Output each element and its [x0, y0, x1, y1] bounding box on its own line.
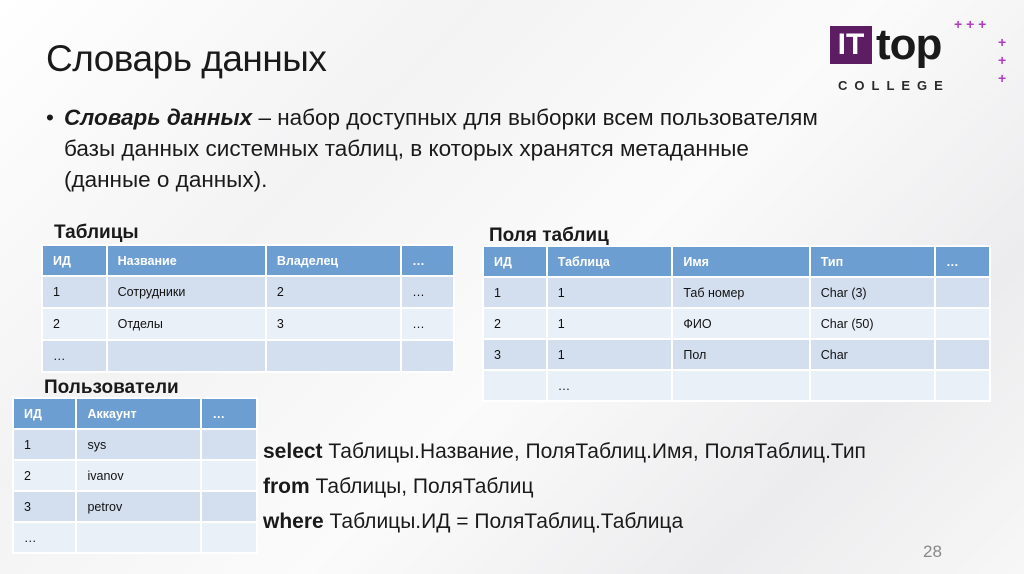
- table-row: [483, 277, 990, 308]
- page-number: 28: [923, 542, 942, 561]
- column-header: …: [935, 246, 990, 277]
- table-cell: petrov: [76, 491, 201, 522]
- table-cell: [266, 340, 401, 372]
- table-cell: Отделы: [107, 308, 266, 340]
- column-header: Тип: [810, 246, 935, 277]
- logo-top-text: top: [876, 20, 942, 69]
- tables-table: [41, 244, 455, 373]
- logo-it-box: IT: [830, 26, 872, 64]
- definition-text: – набор доступных для выборки всем пользователям базы данных системных таблиц, в которых хранятся метаданные (данные о данных).: [64, 105, 818, 192]
- definition-term: Словарь данных: [64, 105, 253, 130]
- table-cell: [935, 308, 990, 339]
- table-row: [13, 491, 257, 522]
- column-header: …: [401, 245, 454, 276]
- sql-from-keyword: from: [263, 475, 310, 498]
- table-cell: [201, 460, 257, 491]
- sql-select-line: [263, 434, 866, 469]
- table-cell: Char (3): [810, 277, 935, 308]
- sql-select-columns: Таблицы.Название, ПоляТаблиц.Имя, ПоляТаблиц.Тип: [322, 440, 866, 463]
- table-cell: …: [401, 276, 454, 308]
- table-cell: [810, 370, 935, 401]
- column-header: Имя: [672, 246, 809, 277]
- table-cell: 2: [42, 308, 107, 340]
- table-cell: ФИО: [672, 308, 809, 339]
- plus-icon: +: [998, 34, 1007, 50]
- sql-from-tables: Таблицы, ПоляТаблиц: [309, 475, 534, 498]
- table-cell: 2: [266, 276, 401, 308]
- table-cell: …: [13, 522, 76, 553]
- table-row: [13, 460, 257, 491]
- table-row: [42, 276, 454, 308]
- plus-icon: +: [998, 52, 1007, 68]
- table-row: [42, 340, 454, 372]
- table-row: [13, 522, 257, 553]
- sql-query: [263, 434, 866, 539]
- table-row: [42, 308, 454, 340]
- sql-where-line: [263, 504, 866, 539]
- column-header: Название: [107, 245, 266, 276]
- table-row: [13, 429, 257, 460]
- bullet-dot-icon: •: [46, 105, 54, 130]
- table-cell: 3: [13, 491, 76, 522]
- table-cell: 3: [266, 308, 401, 340]
- plus-icon: +: [998, 70, 1007, 86]
- sql-where-condition: Таблицы.ИД = ПоляТаблиц.Таблица: [323, 510, 684, 533]
- table-cell: 1: [547, 308, 673, 339]
- column-header: Владелец: [266, 245, 401, 276]
- table-row: [483, 308, 990, 339]
- sql-where-keyword: where: [263, 510, 324, 533]
- logo-college-text: COLLEGE: [838, 78, 950, 93]
- table-cell: Сотрудники: [107, 276, 266, 308]
- table-cell: [201, 429, 257, 460]
- table-cell: [201, 522, 257, 553]
- table-cell: Пол: [672, 339, 809, 370]
- column-header: Таблица: [547, 246, 673, 277]
- table-cell: 2: [483, 308, 547, 339]
- table-cell: 1: [42, 276, 107, 308]
- table-cell: ivanov: [76, 460, 201, 491]
- table-cell: [483, 370, 547, 401]
- table-cell: [935, 277, 990, 308]
- table-row: [483, 370, 990, 401]
- table-cell: [201, 491, 257, 522]
- column-header: …: [201, 398, 257, 429]
- table-cell: …: [401, 308, 454, 340]
- table-cell: [935, 339, 990, 370]
- tables-label: Таблицы: [54, 222, 139, 243]
- table-cell: 1: [547, 277, 673, 308]
- table-cell: 1: [13, 429, 76, 460]
- table-row: [483, 339, 990, 370]
- table-cell: 1: [483, 277, 547, 308]
- fields-table: [482, 245, 991, 402]
- table-cell: [107, 340, 266, 372]
- table-cell: sys: [76, 429, 201, 460]
- table-cell: 2: [13, 460, 76, 491]
- table-cell: [672, 370, 809, 401]
- plus-icon: + + +: [954, 16, 987, 32]
- fields-label: Поля таблиц: [489, 225, 609, 246]
- it-top-college-logo: [830, 16, 1020, 100]
- column-header: Аккаунт: [76, 398, 201, 429]
- table-cell: [401, 340, 454, 372]
- table-cell: Char (50): [810, 308, 935, 339]
- table-cell: …: [547, 370, 673, 401]
- table-cell: [76, 522, 201, 553]
- table-cell: …: [42, 340, 107, 372]
- table-cell: Char: [810, 339, 935, 370]
- users-label: Пользователи: [44, 377, 179, 398]
- table-cell: 3: [483, 339, 547, 370]
- sql-select-keyword: select: [263, 440, 323, 463]
- column-header: ИД: [13, 398, 76, 429]
- column-header: ИД: [42, 245, 107, 276]
- users-table: [12, 397, 258, 554]
- table-cell: 1: [547, 339, 673, 370]
- table-cell: Таб номер: [672, 277, 809, 308]
- column-header: ИД: [483, 246, 547, 277]
- table-cell: [935, 370, 990, 401]
- slide-title: Словарь данных: [46, 38, 327, 79]
- sql-from-line: [263, 469, 866, 504]
